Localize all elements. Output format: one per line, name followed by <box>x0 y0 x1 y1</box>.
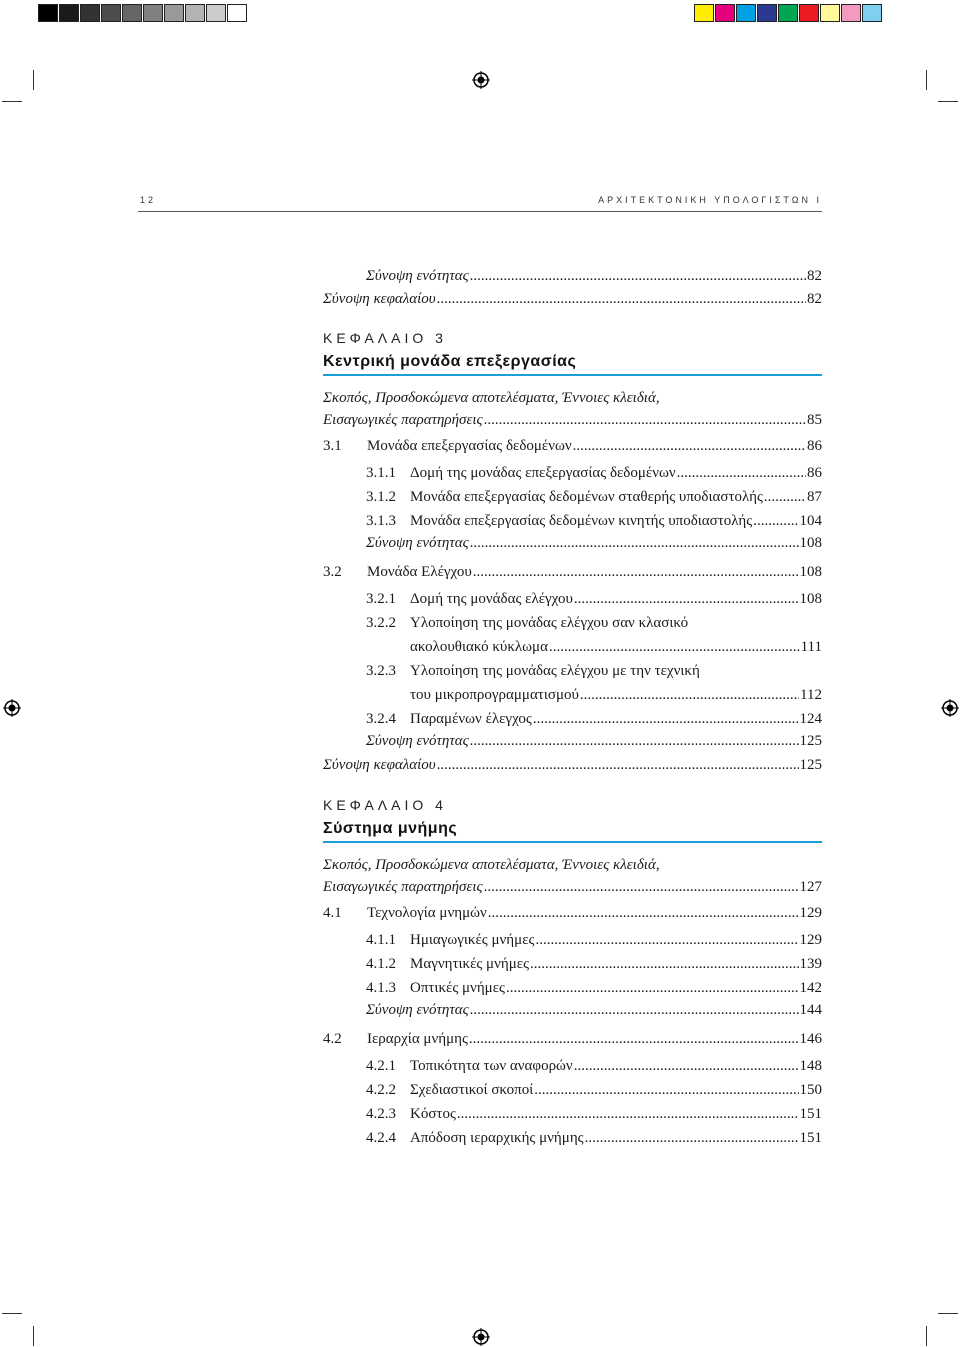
toc-page-number: 139 <box>799 956 822 972</box>
registration-mark-icon <box>3 699 21 717</box>
toc-entry <box>366 463 822 483</box>
toc-section-number: 3.2.4 <box>366 711 396 727</box>
toc-entry <box>366 1128 822 1148</box>
toc-section-number: 4.2.4 <box>366 1130 396 1146</box>
toc-page-number: 86 <box>807 465 822 481</box>
toc-section-number: 3.1.3 <box>366 513 396 529</box>
toc-entry-title: Εισαγωγικές παρατηρήσεις <box>323 879 483 895</box>
toc-entry-title: Απόδοση ιεραρχικής μνήμης <box>410 1130 584 1146</box>
toc-entry <box>323 755 822 775</box>
toc-leader-dots <box>473 562 799 582</box>
crop-mark <box>926 70 927 90</box>
toc-leader-dots <box>437 289 806 309</box>
table-of-contents <box>323 0 822 1347</box>
toc-entry-title: Τοπικότητα των αναφορών <box>410 1058 573 1074</box>
registration-mark-icon <box>941 699 959 717</box>
toc-entry <box>366 978 822 998</box>
toc-intro-line: Σκοπός, Προσδοκώμενα αποτελέσματα, Έννοιες κλειδιά, <box>323 857 660 873</box>
toc-entry-title: Σύνοψη κεφαλαίου <box>323 757 436 773</box>
toc-leader-dots <box>470 533 799 553</box>
toc-leader-dots <box>437 755 799 775</box>
toc-entry <box>323 877 822 897</box>
toc-page-number: 82 <box>807 291 822 307</box>
toc-page-number: 148 <box>799 1058 822 1074</box>
toc-page-number: 112 <box>800 687 822 703</box>
toc-entry-title: Σύνοψη ενότητας <box>366 733 469 749</box>
toc-page-number: 127 <box>799 879 822 895</box>
toc-page-number: 108 <box>799 564 822 580</box>
toc-entry <box>366 613 822 633</box>
toc-entry-title: Μονάδα Ελέγχου <box>367 564 472 580</box>
toc-section-number: 4.2 <box>323 1031 342 1047</box>
toc-leader-dots <box>506 978 799 998</box>
crop-mark <box>2 101 22 102</box>
chapter-label: ΚΕΦΑΛΑΙΟ 4 <box>323 797 447 813</box>
crop-mark <box>2 1313 22 1314</box>
toc-leader-dots <box>580 685 799 705</box>
toc-entry <box>366 266 822 286</box>
toc-entry-title: Τεχνολογία μνημών <box>367 905 487 921</box>
toc-leader-dots <box>470 1000 799 1020</box>
toc-page-number: 129 <box>799 932 822 948</box>
toc-entry <box>366 1104 822 1124</box>
toc-leader-dots <box>469 1029 799 1049</box>
toc-entry <box>366 637 822 657</box>
color-swatch <box>164 4 184 22</box>
color-swatch <box>841 4 861 22</box>
color-swatch <box>185 4 205 22</box>
toc-section-number: 4.1 <box>323 905 342 921</box>
gray-calibration-strip <box>38 4 248 24</box>
toc-entry-title: Σχεδιαστικοί σκοποί <box>410 1082 534 1098</box>
toc-entry-title: Σύνοψη ενότητας <box>366 1002 469 1018</box>
crop-mark <box>926 1326 927 1346</box>
toc-entry <box>366 954 822 974</box>
toc-entry-title: Κόστος <box>410 1106 456 1122</box>
chapter-title: Κεντρική μονάδα επεξεργασίας <box>323 353 577 370</box>
toc-section-number: 3.2 <box>323 564 342 580</box>
toc-entry-title: Ημιαγωγικές μνήμες <box>410 932 535 948</box>
toc-entry-title: Εισαγωγικές παρατηρήσεις <box>323 412 483 428</box>
color-swatch <box>862 4 882 22</box>
toc-section-number: 3.2.1 <box>366 591 396 607</box>
toc-entry-title: Δομή της μονάδας επεξεργασίας δεδομένων <box>410 465 676 481</box>
color-swatch <box>122 4 142 22</box>
crop-mark <box>938 1313 958 1314</box>
toc-page-number: 82 <box>807 268 822 284</box>
toc-page-number: 125 <box>799 757 822 773</box>
toc-leader-dots <box>470 266 806 286</box>
toc-entry <box>366 1080 822 1100</box>
toc-section-number: 3.2.3 <box>366 663 396 679</box>
toc-section-number: 3.1.2 <box>366 489 396 505</box>
toc-section-number: 3.1 <box>323 438 342 454</box>
toc-entry <box>366 661 822 681</box>
toc-leader-dots <box>677 463 806 483</box>
toc-page-number: 129 <box>799 905 822 921</box>
toc-entry <box>323 903 822 923</box>
toc-page-number: 125 <box>799 733 822 749</box>
toc-entry-title: ακολουθιακό κύκλωμα <box>410 639 548 655</box>
toc-section-number: 4.1.3 <box>366 980 396 996</box>
toc-leader-dots <box>533 709 799 729</box>
toc-section-number: 4.2.1 <box>366 1058 396 1074</box>
toc-leader-dots <box>753 511 798 531</box>
toc-page-number: 86 <box>807 438 822 454</box>
toc-entry <box>323 1029 822 1049</box>
toc-section-number: 4.2.3 <box>366 1106 396 1122</box>
crop-mark <box>938 101 958 102</box>
page-number: 12 <box>140 195 157 205</box>
toc-leader-dots <box>484 877 799 897</box>
color-swatch <box>227 4 247 22</box>
toc-entry-title: Υλοποίηση της μονάδας ελέγχου με την τεχνική <box>410 663 700 679</box>
toc-entry-title: Υλοποίηση της μονάδας ελέγχου σαν κλασικό <box>410 615 689 631</box>
toc-page-number: 111 <box>800 639 822 655</box>
toc-entry <box>366 1000 822 1020</box>
chapter-rule <box>323 374 822 376</box>
toc-entry-title: του μικροπρογραμματισμού <box>410 687 579 703</box>
toc-entry-title: Παραμένων έλεγχος <box>410 711 532 727</box>
toc-leader-dots <box>535 930 798 950</box>
toc-leader-dots <box>484 410 806 430</box>
color-swatch <box>80 4 100 22</box>
toc-leader-dots <box>530 954 798 974</box>
toc-leader-dots <box>585 1128 799 1148</box>
toc-entry <box>366 1056 822 1076</box>
toc-entry <box>323 410 822 430</box>
toc-entry-title: Ιεραρχία μνήμης <box>367 1031 468 1047</box>
chapter-rule <box>323 841 822 843</box>
toc-page-number: 150 <box>799 1082 822 1098</box>
chapter-label: ΚΕΦΑΛΑΙΟ 3 <box>323 330 447 346</box>
toc-page-number: 108 <box>799 591 822 607</box>
toc-page-number: 124 <box>799 711 822 727</box>
toc-entry <box>366 487 822 507</box>
toc-entry <box>323 562 822 582</box>
toc-section-number: 3.2.2 <box>366 615 396 631</box>
toc-page-number: 108 <box>799 535 822 551</box>
crop-mark <box>33 1326 34 1346</box>
toc-leader-dots <box>457 1104 799 1124</box>
toc-entry-title: Μονάδα επεξεργασίας δεδομένων <box>367 438 572 454</box>
color-swatch <box>820 4 840 22</box>
toc-entry <box>366 589 822 609</box>
color-swatch <box>101 4 121 22</box>
toc-section-number: 3.1.1 <box>366 465 396 481</box>
toc-entry <box>366 709 822 729</box>
toc-entry-title: Σύνοψη κεφαλαίου <box>323 291 436 307</box>
toc-entry-title: Μαγνητικές μνήμες <box>410 956 530 972</box>
toc-entry-title: Σύνοψη ενότητας <box>366 268 469 284</box>
toc-page-number: 87 <box>807 489 822 505</box>
color-swatch <box>143 4 163 22</box>
toc-entry <box>366 685 822 705</box>
running-title: ΑΡΧΙΤΕΚΤΟΝΙΚΗ ΥΠΟΛΟΓΙΣΤΩΝ Ι <box>598 195 822 205</box>
toc-section-number: 4.2.2 <box>366 1082 396 1098</box>
toc-page-number: 104 <box>799 513 822 529</box>
toc-leader-dots <box>574 589 799 609</box>
toc-page-number: 146 <box>799 1031 822 1047</box>
toc-entry <box>366 511 822 531</box>
crop-mark <box>33 70 34 90</box>
toc-page-number: 151 <box>799 1130 822 1146</box>
toc-section-number: 4.1.2 <box>366 956 396 972</box>
toc-leader-dots <box>764 487 806 507</box>
toc-entry <box>323 289 822 309</box>
toc-entry-title: Μονάδα επεξεργασίας δεδομένων σταθερής υποδιαστολής <box>410 489 763 505</box>
toc-section-number: 4.1.1 <box>366 932 396 948</box>
toc-entry-title: Οπτικές μνήμες <box>410 980 505 996</box>
toc-leader-dots <box>534 1080 798 1100</box>
toc-entry-title: Σύνοψη ενότητας <box>366 535 469 551</box>
toc-page-number: 142 <box>799 980 822 996</box>
color-swatch <box>38 4 58 22</box>
toc-page-number: 151 <box>799 1106 822 1122</box>
color-swatch <box>59 4 79 22</box>
chapter-title: Σύστημα μνήμης <box>323 820 458 837</box>
toc-leader-dots <box>574 1056 799 1076</box>
toc-entry <box>366 731 822 751</box>
toc-entry <box>323 436 822 456</box>
toc-page-number: 85 <box>807 412 822 428</box>
toc-entry-title: Μονάδα επεξεργασίας δεδομένων κινητής υποδιαστολής <box>410 513 753 529</box>
toc-entry-title: Δομή της μονάδας ελέγχου <box>410 591 573 607</box>
toc-entry <box>366 533 822 553</box>
toc-intro-line: Σκοπός, Προσδοκώμενα αποτελέσματα, Έννοιες κλειδιά, <box>323 390 660 406</box>
toc-entry <box>366 930 822 950</box>
color-swatch <box>206 4 226 22</box>
toc-page-number: 144 <box>799 1002 822 1018</box>
toc-leader-dots <box>470 731 799 751</box>
toc-leader-dots <box>549 637 800 657</box>
toc-leader-dots <box>573 436 806 456</box>
toc-leader-dots <box>488 903 799 923</box>
